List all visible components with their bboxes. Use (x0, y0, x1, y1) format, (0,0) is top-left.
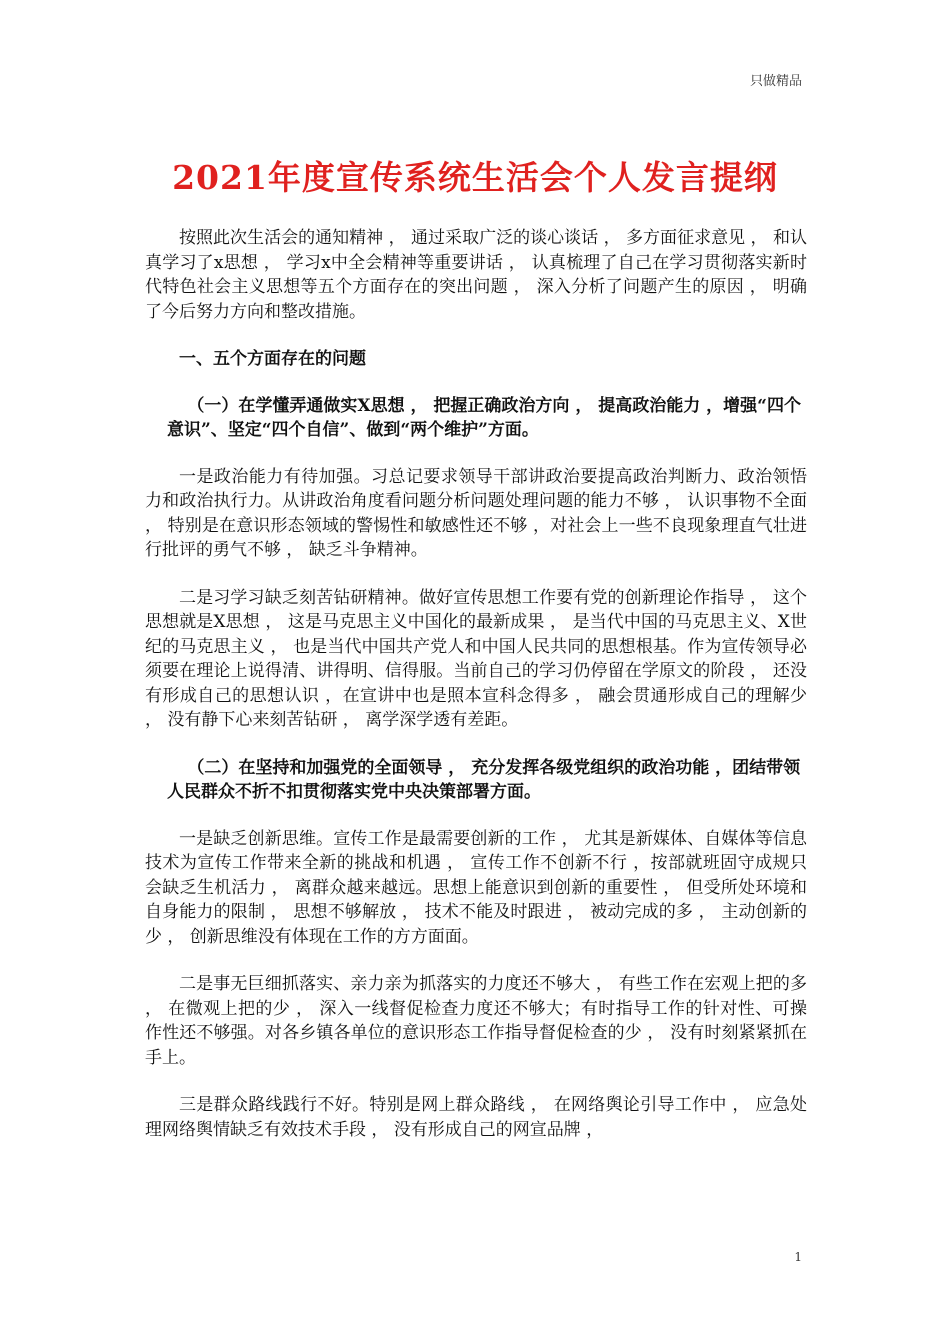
document-body (145, 226, 807, 1165)
document-title: 2021年度宣传系统生活会个人发言提纲 (172, 158, 778, 197)
subsection-heading-2: （二）在坚持和加强党的全面领导 ， 充分发挥各级党组织的政治功能 ，团结带领人民群众不折不扣贯彻落实党中央决策部署方面。 (167, 757, 801, 802)
header-note: 只做精品 (749, 74, 802, 89)
paragraph-2-1: 一是缺乏创新思维。宣传工作是最需要创新的工作 ， 尤其是新媒体、自媒体等信息技术为宣传工作带来全新的挑战和机遇 ， 宣传工作不创新不行 ，按部就班固守成规只会缺乏生机活力 ， 离群众越来越远。思想上能意识到创新的重要性 ， 但受所处环境和自身能力的限制 ， 思想不够解放 ， 技术不能及时跟进 ， 被动完成的多 ， 主动创新的少 ， 创新思维没有体现在工作的方方面面。 (145, 828, 807, 947)
section-heading: 一、五个方面存在的问题 (179, 349, 366, 369)
paragraph-2-2: 二是事无巨细抓落实、亲力亲为抓落实的力度还不够大 ， 有些工作在宏观上把的多 ， 在微观上把的少 ， 深入一线督促检查力度还不够大；有时指导工作的针对性、可操作性还不够强。对各乡镇各单位的意识形态工作指导督促检查的少 ， 没有时刻紧紧抓在手上。 (145, 974, 807, 1068)
paragraph-2-3: 三是群众路线践行不好。特别是网上群众路线 ， 在网络舆论引导工作中 ， 应急处理网络舆情缺乏有效技术手段 ， 没有形成自己的网宣品牌 ， (145, 1095, 807, 1140)
paragraph-1-2: 二是习学习缺乏刻苦钻研精神。做好宣传思想工作要有党的创新理论作指导 ， 这个思想就是X思想 ， 这是马克思主义中国化的最新成果 ， 是当代中国的马克思主义、X世纪的马克思主义 ， 也是当代中国共产党人和中国人民共同的思想根基。作为宣传领导必须要在理论上说得清、讲得明、信得服。当前自己的学习仍停留在学原文的阶段 ， 还没有形成自己的思想认识 ，在宣讲中也是照本宣科念得多 ， 融会贯通形成自己的理解少 ， 没有静下心来刻苦钻研 ， 离学深学透有差距。 (145, 587, 807, 730)
subsection-heading-1: （一）在学懂弄通做实X思想 ， 把握正确政治方向 ， 提高政治能力 ，增强“四个意识”、坚定“四个自信”、做到“两个维护”方面。 (167, 395, 801, 440)
intro-paragraph: 按照此次生活会的通知精神 ， 通过采取广泛的谈心谈话 ， 多方面征求意见 ， 和认真学习了x思想 ， 学习x中全会精神等重要讲话 ， 认真梳理了自己在学习贯彻落实新时代特色社会主义思想等五个方面存在的突出问题 ， 深入分析了问题产生的原因 ， 明确了今后努力方向和整改措施。 (145, 228, 807, 322)
paragraph-1-1: 一是政治能力有待加强。习总记要求领导干部讲政治要提高政治判断力、政治领悟力和政治执行力。从讲政治角度看问题分析问题处理问题的能力不够 ， 认识事物不全面 ， 特别是在意识形态领域的警惕性和敏感性还不够 ，对社会上一些不良现象理直气壮进行批评的勇气不够 ， 缺乏斗争精神。 (145, 466, 807, 560)
page-number: 1 (794, 1250, 802, 1264)
